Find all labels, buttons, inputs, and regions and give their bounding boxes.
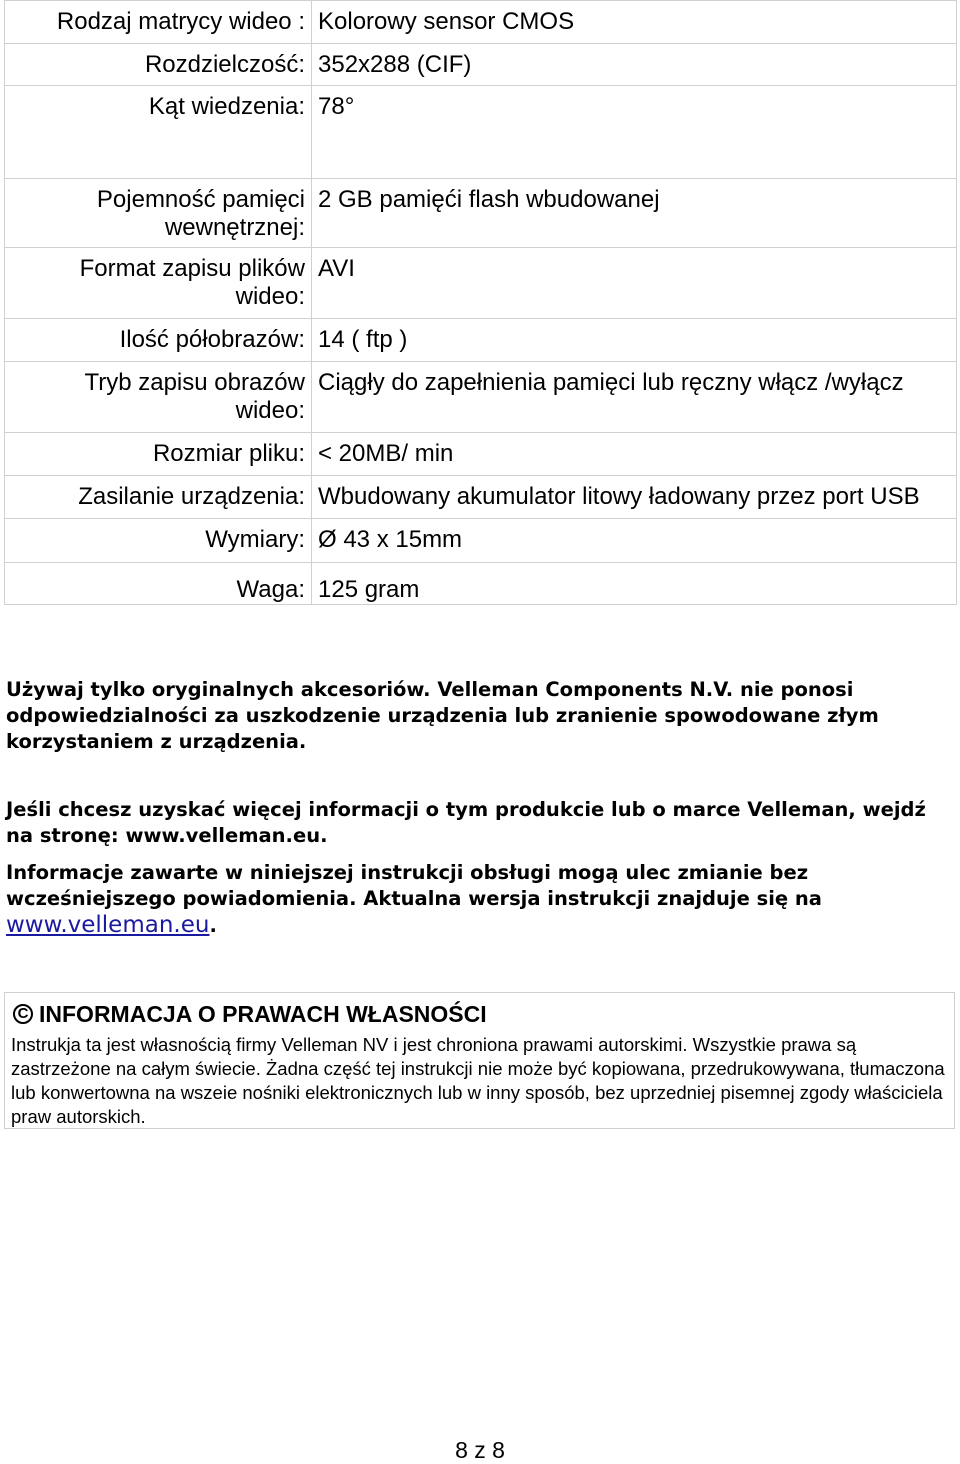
accessories-notice: Używaj tylko oryginalnych akcesoriów. Velleman Components N.V. nie ponosi odpowiedzialności za uszkodzenie urządzenia lub zranienie spowodowane złym korzystaniem z urządzenia. xyxy=(6,678,879,753)
spec-label: Pojemność pamięci wewnętrznej: xyxy=(5,179,312,248)
spec-row-resolution xyxy=(5,44,957,86)
spec-row-power xyxy=(5,476,957,519)
spec-label: Ilość półobrazów: xyxy=(5,319,312,362)
spec-label: Waga: xyxy=(5,563,312,605)
spec-row-memory xyxy=(5,179,957,248)
copyright-text: Instrukja ta jest własnością firmy Velleman NV i jest chroniona prawami autorskimi. Wszystkie prawa są zastrzeżone na całym świecie. Żadna część tej instrukcji nie może być kopiowana, przedrukowywana, tłumaczona lub konwertowna na wszeie nośniki elektronicznych lub w inny sposób, bez uprzedniej pisemnej zgody właściciela praw autorskich. xyxy=(11,1034,945,1127)
page-number: 8 z 8 xyxy=(455,1437,505,1463)
spec-label: Rozdzielczość: xyxy=(5,44,312,86)
spec-value: 125 gram xyxy=(312,563,957,605)
spec-row-format xyxy=(5,248,957,319)
spec-value: 2 GB pamięći flash wbudowanej xyxy=(312,179,957,248)
spec-row-angle xyxy=(5,86,957,179)
spec-row-weight xyxy=(5,563,957,605)
spec-value: Ciągły do zapełnienia pamięci lub ręczny włącz /wyłącz xyxy=(312,362,957,433)
spec-value: Kolorowy sensor CMOS xyxy=(312,1,957,44)
velleman-link[interactable]: www.velleman.eu xyxy=(6,912,210,938)
spec-value: Ø 43 x 15mm xyxy=(312,519,957,563)
more-info-notice: Jeśli chcesz uzyskać więcej informacji o tym produkcie lub o marce Velleman, wejdź na stronę: www.velleman.eu. xyxy=(6,798,926,847)
spec-table xyxy=(4,0,957,605)
spec-row-frames xyxy=(5,319,957,362)
spec-label: Zasilanie urządzenia: xyxy=(5,476,312,519)
changes-notice-text: Informacje zawarte w niniejszej instrukcji obsługi mogą ulec zmianie bez wcześniejszego powiadomienia. Aktualna wersja instrukcji znajduje się na xyxy=(6,861,822,910)
spec-value: 78° xyxy=(312,86,957,179)
copyright-box xyxy=(4,992,955,1129)
link-suffix: . xyxy=(209,914,217,937)
spec-row-file-size xyxy=(5,433,957,476)
spec-row-dimensions xyxy=(5,519,957,563)
spec-value: Wbudowany akumulator litowy ładowany przez port USB xyxy=(312,476,957,519)
spec-value: AVI xyxy=(312,248,957,319)
copyright-icon: C xyxy=(13,1004,33,1024)
spec-label: Tryb zapisu obrazów wideo: xyxy=(5,362,312,433)
spec-label: Rodzaj matrycy wideo : xyxy=(5,1,312,44)
spec-label: Kąt wiedzenia: xyxy=(5,86,312,179)
spec-row-record-mode xyxy=(5,362,957,433)
spec-label: Wymiary: xyxy=(5,519,312,563)
changes-notice xyxy=(6,860,946,939)
spec-value: 14 ( ftp ) xyxy=(312,319,957,362)
spec-row-matrix xyxy=(5,1,957,44)
spec-label: Rozmiar pliku: xyxy=(5,433,312,476)
copyright-heading xyxy=(11,999,948,1029)
spec-value: < 20MB/ min xyxy=(312,433,957,476)
spec-value: 352x288 (CIF) xyxy=(312,44,957,86)
spec-label: Format zapisu plików wideo: xyxy=(5,248,312,319)
copyright-title: INFORMACJA O PRAWACH WŁASNOŚCI xyxy=(39,1001,487,1027)
